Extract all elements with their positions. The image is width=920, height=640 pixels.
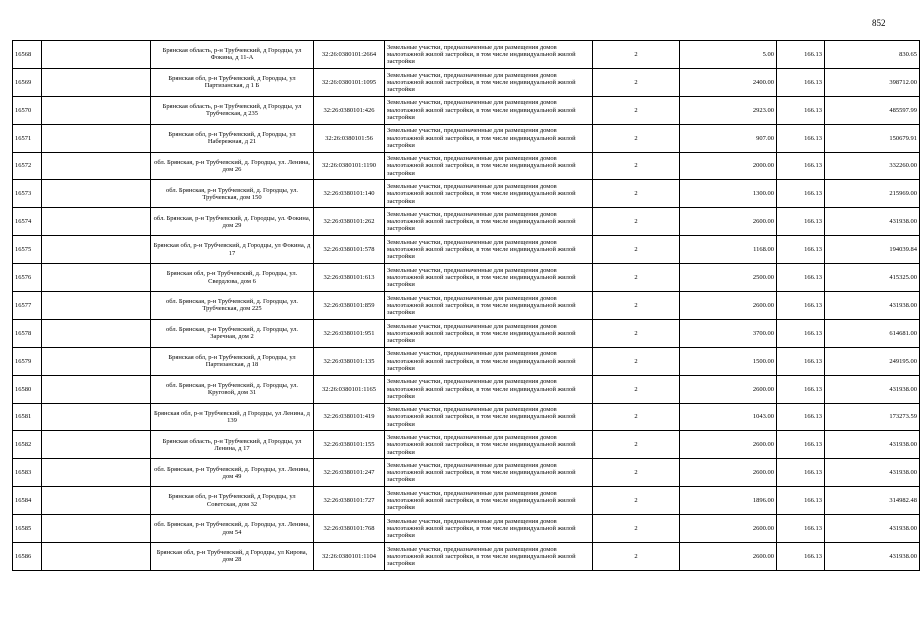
address-cell: Брянская обл, р-н Трубчевский, д Городцы, ул Набережная, д 21 <box>151 124 314 152</box>
address-cell: Брянская обл, р-н Трубчевский, д Городцы, ул Партизанская, д 18 <box>151 347 314 375</box>
permitted-use-cell: Земельные участки, предназначенные для размещения домов малоэтажной жилой застройки, в том числе индивидуальной жилой застройки <box>385 515 593 543</box>
cadastral-number-cell: 32:26:0380101:1104 <box>314 543 385 571</box>
cadastral-number-cell: 32:26:0380101:2664 <box>314 41 385 69</box>
category-cell: 2 <box>593 124 680 152</box>
address-cell: обл. Брянская, р-н Трубчевский, д. Городцы, ул. Фокина, дом 29 <box>151 208 314 236</box>
table-row <box>13 292 920 320</box>
blank-cell <box>42 319 151 347</box>
area-cell: 5.00 <box>680 41 777 69</box>
cadastral-number-cell: 32:26:0380101:1190 <box>314 152 385 180</box>
specific-value-cell: 166.13 <box>777 264 825 292</box>
permitted-use-cell: Земельные участки, предназначенные для размещения домов малоэтажной жилой застройки, в том числе индивидуальной жилой застройки <box>385 319 593 347</box>
address-cell: обл. Брянская, р-н Трубчевский, д. Городцы, ул. Круговой, дом 31 <box>151 375 314 403</box>
address-cell: Брянская обл, р-н Трубчевский, д Городцы, ул Ленина, д 139 <box>151 403 314 431</box>
cadastral-number-cell: 32:26:0380101:140 <box>314 180 385 208</box>
area-cell: 907.00 <box>680 124 777 152</box>
blank-cell <box>42 41 151 69</box>
category-cell: 2 <box>593 96 680 124</box>
blank-cell <box>42 375 151 403</box>
cadastral-value-cell: 431938.00 <box>825 431 920 459</box>
specific-value-cell: 166.13 <box>777 208 825 236</box>
area-cell: 2600.00 <box>680 431 777 459</box>
address-cell: Брянская обл, р-н Трубчевский, д Городцы, ул Советская, дом 32 <box>151 487 314 515</box>
table-row <box>13 68 920 96</box>
specific-value-cell: 166.13 <box>777 459 825 487</box>
category-cell: 2 <box>593 403 680 431</box>
cadastral-value-cell: 431938.00 <box>825 208 920 236</box>
table-row <box>13 515 920 543</box>
permitted-use-cell: Земельные участки, предназначенные для размещения домов малоэтажной жилой застройки, в том числе индивидуальной жилой застройки <box>385 152 593 180</box>
specific-value-cell: 166.13 <box>777 124 825 152</box>
address-cell: Брянская область, р-н Трубчевский, д Городцы, ул Ленина, д 17 <box>151 431 314 459</box>
address-cell: Брянская область, р-н Трубчевский, д Городцы, ул Трубчевская, д 235 <box>151 96 314 124</box>
cadastral-value-cell: 415325.00 <box>825 264 920 292</box>
permitted-use-cell: Земельные участки, предназначенные для размещения домов малоэтажной жилой застройки, в том числе индивидуальной жилой застройки <box>385 403 593 431</box>
row-number-cell: 16579 <box>13 347 42 375</box>
row-number-cell: 16571 <box>13 124 42 152</box>
specific-value-cell: 166.13 <box>777 543 825 571</box>
row-number-cell: 16584 <box>13 487 42 515</box>
address-cell: Брянская обл, р-н Трубчевский, д Городцы, ул Кирова, дом 28 <box>151 543 314 571</box>
area-cell: 1500.00 <box>680 347 777 375</box>
cadastral-number-cell: 32:26:0380101:727 <box>314 487 385 515</box>
area-cell: 2000.00 <box>680 152 777 180</box>
blank-cell <box>42 292 151 320</box>
cadastral-value-cell: 830.65 <box>825 41 920 69</box>
category-cell: 2 <box>593 208 680 236</box>
table-row <box>13 487 920 515</box>
cadastral-number-cell: 32:26:0380101:1165 <box>314 375 385 403</box>
area-cell: 1168.00 <box>680 236 777 264</box>
table-row <box>13 431 920 459</box>
permitted-use-cell: Земельные участки, предназначенные для размещения домов малоэтажной жилой застройки, в том числе индивидуальной жилой застройки <box>385 431 593 459</box>
permitted-use-cell: Земельные участки, предназначенные для размещения домов малоэтажной жилой застройки, в том числе индивидуальной жилой застройки <box>385 264 593 292</box>
cadastral-number-cell: 32:26:0380101:426 <box>314 96 385 124</box>
cadastral-number-cell: 32:26:0380101:135 <box>314 347 385 375</box>
table-row <box>13 41 920 69</box>
cadastral-value-cell: 431938.00 <box>825 459 920 487</box>
permitted-use-cell: Земельные участки, предназначенные для размещения домов малоэтажной жилой застройки, в том числе индивидуальной жилой застройки <box>385 236 593 264</box>
category-cell: 2 <box>593 459 680 487</box>
cadastral-value-cell: 194039.84 <box>825 236 920 264</box>
row-number-cell: 16574 <box>13 208 42 236</box>
area-cell: 2400.00 <box>680 68 777 96</box>
table-row <box>13 236 920 264</box>
address-cell: обл. Брянская, р-н Трубчевский, д. Городцы, ул. Ленина, дом 49 <box>151 459 314 487</box>
row-number-cell: 16573 <box>13 180 42 208</box>
category-cell: 2 <box>593 292 680 320</box>
table-row <box>13 96 920 124</box>
cadastral-value-cell: 431938.00 <box>825 543 920 571</box>
cadastral-number-cell: 32:26:0380101:247 <box>314 459 385 487</box>
cadastral-value-cell: 314982.48 <box>825 487 920 515</box>
blank-cell <box>42 180 151 208</box>
permitted-use-cell: Земельные участки, предназначенные для размещения домов малоэтажной жилой застройки, в том числе индивидуальной жилой застройки <box>385 68 593 96</box>
category-cell: 2 <box>593 41 680 69</box>
row-number-cell: 16575 <box>13 236 42 264</box>
specific-value-cell: 166.13 <box>777 292 825 320</box>
permitted-use-cell: Земельные участки, предназначенные для размещения домов малоэтажной жилой застройки, в том числе индивидуальной жилой застройки <box>385 375 593 403</box>
category-cell: 2 <box>593 68 680 96</box>
area-cell: 3700.00 <box>680 319 777 347</box>
cadastral-value-cell: 431938.00 <box>825 292 920 320</box>
row-number-cell: 16576 <box>13 264 42 292</box>
address-cell: Брянская обл, р-н Трубчевский, д. Городцы, ул. Свердлова, дом 6 <box>151 264 314 292</box>
cadastral-number-cell: 32:26:0380101:419 <box>314 403 385 431</box>
table-row <box>13 319 920 347</box>
table-row <box>13 375 920 403</box>
row-number-cell: 16581 <box>13 403 42 431</box>
permitted-use-cell: Земельные участки, предназначенные для размещения домов малоэтажной жилой застройки, в том числе индивидуальной жилой застройки <box>385 208 593 236</box>
area-cell: 2600.00 <box>680 459 777 487</box>
table-row <box>13 543 920 571</box>
category-cell: 2 <box>593 347 680 375</box>
cadastral-number-cell: 32:26:0380101:613 <box>314 264 385 292</box>
table-body <box>13 41 920 571</box>
row-number-cell: 16577 <box>13 292 42 320</box>
row-number-cell: 16580 <box>13 375 42 403</box>
table-row <box>13 264 920 292</box>
blank-cell <box>42 96 151 124</box>
blank-cell <box>42 403 151 431</box>
row-number-cell: 16569 <box>13 68 42 96</box>
blank-cell <box>42 208 151 236</box>
blank-cell <box>42 68 151 96</box>
area-cell: 1896.00 <box>680 487 777 515</box>
cadastral-value-cell: 249195.00 <box>825 347 920 375</box>
specific-value-cell: 166.13 <box>777 68 825 96</box>
table-row <box>13 180 920 208</box>
area-cell: 1300.00 <box>680 180 777 208</box>
blank-cell <box>42 487 151 515</box>
row-number-cell: 16583 <box>13 459 42 487</box>
cadastral-value-cell: 215969.00 <box>825 180 920 208</box>
specific-value-cell: 166.13 <box>777 487 825 515</box>
permitted-use-cell: Земельные участки, предназначенные для размещения домов малоэтажной жилой застройки, в том числе индивидуальной жилой застройки <box>385 459 593 487</box>
cadastral-number-cell: 32:26:0380101:1095 <box>314 68 385 96</box>
land-registry-table <box>12 40 920 571</box>
table-row <box>13 152 920 180</box>
specific-value-cell: 166.13 <box>777 41 825 69</box>
category-cell: 2 <box>593 431 680 459</box>
permitted-use-cell: Земельные участки, предназначенные для размещения домов малоэтажной жилой застройки, в том числе индивидуальной жилой застройки <box>385 292 593 320</box>
category-cell: 2 <box>593 515 680 543</box>
category-cell: 2 <box>593 152 680 180</box>
blank-cell <box>42 347 151 375</box>
specific-value-cell: 166.13 <box>777 319 825 347</box>
category-cell: 2 <box>593 180 680 208</box>
category-cell: 2 <box>593 319 680 347</box>
table-row <box>13 347 920 375</box>
category-cell: 2 <box>593 264 680 292</box>
specific-value-cell: 166.13 <box>777 152 825 180</box>
row-number-cell: 16585 <box>13 515 42 543</box>
page-number: 852 <box>872 18 886 28</box>
cadastral-number-cell: 32:26:0380101:768 <box>314 515 385 543</box>
specific-value-cell: 166.13 <box>777 403 825 431</box>
blank-cell <box>42 152 151 180</box>
table-row <box>13 208 920 236</box>
permitted-use-cell: Земельные участки, предназначенные для размещения домов малоэтажной жилой застройки, в том числе индивидуальной жилой застройки <box>385 487 593 515</box>
table-row <box>13 403 920 431</box>
address-cell: обл. Брянская, р-н Трубчевский, д. Городцы, ул. Трубчевская, дом 225 <box>151 292 314 320</box>
address-cell: обл. Брянская, р-н Трубчевский, д. Городцы, ул. Ленина, дом 26 <box>151 152 314 180</box>
address-cell: обл. Брянская, р-н Трубчевский, д. Городцы, ул. Заречная, дом 2 <box>151 319 314 347</box>
area-cell: 2600.00 <box>680 543 777 571</box>
cadastral-number-cell: 32:26:0380101:859 <box>314 292 385 320</box>
category-cell: 2 <box>593 487 680 515</box>
address-cell: обл. Брянская, р-н Трубчевский, д. Городцы, ул. Ленина, дом 54 <box>151 515 314 543</box>
specific-value-cell: 166.13 <box>777 236 825 264</box>
row-number-cell: 16570 <box>13 96 42 124</box>
cadastral-value-cell: 485597.99 <box>825 96 920 124</box>
permitted-use-cell: Земельные участки, предназначенные для размещения домов малоэтажной жилой застройки, в том числе индивидуальной жилой застройки <box>385 347 593 375</box>
area-cell: 2600.00 <box>680 515 777 543</box>
table-row <box>13 459 920 487</box>
address-cell: Брянская обл, р-н Трубчевский, д Городцы, ул Партизанская, д 1 Б <box>151 68 314 96</box>
cadastral-value-cell: 398712.00 <box>825 68 920 96</box>
blank-cell <box>42 236 151 264</box>
table-row <box>13 124 920 152</box>
area-cell: 2923.00 <box>680 96 777 124</box>
permitted-use-cell: Земельные участки, предназначенные для размещения домов малоэтажной жилой застройки, в том числе индивидуальной жилой застройки <box>385 124 593 152</box>
cadastral-value-cell: 332260.00 <box>825 152 920 180</box>
row-number-cell: 16568 <box>13 41 42 69</box>
specific-value-cell: 166.13 <box>777 347 825 375</box>
row-number-cell: 16586 <box>13 543 42 571</box>
permitted-use-cell: Земельные участки, предназначенные для размещения домов малоэтажной жилой застройки, в том числе индивидуальной жилой застройки <box>385 96 593 124</box>
category-cell: 2 <box>593 543 680 571</box>
blank-cell <box>42 431 151 459</box>
cadastral-number-cell: 32:26:0380101:262 <box>314 208 385 236</box>
blank-cell <box>42 264 151 292</box>
cadastral-value-cell: 431938.00 <box>825 515 920 543</box>
address-cell: Брянская область, р-н Трубчевский, д Городцы, ул Фокина, д 11-А <box>151 41 314 69</box>
specific-value-cell: 166.13 <box>777 515 825 543</box>
permitted-use-cell: Земельные участки, предназначенные для размещения домов малоэтажной жилой застройки, в том числе индивидуальной жилой застройки <box>385 180 593 208</box>
cadastral-value-cell: 150679.91 <box>825 124 920 152</box>
category-cell: 2 <box>593 236 680 264</box>
specific-value-cell: 166.13 <box>777 96 825 124</box>
row-number-cell: 16572 <box>13 152 42 180</box>
area-cell: 2600.00 <box>680 292 777 320</box>
cadastral-number-cell: 32:26:0380101:951 <box>314 319 385 347</box>
blank-cell <box>42 543 151 571</box>
area-cell: 2600.00 <box>680 208 777 236</box>
cadastral-value-cell: 173273.59 <box>825 403 920 431</box>
cadastral-number-cell: 32:26:0380101:56 <box>314 124 385 152</box>
specific-value-cell: 166.13 <box>777 431 825 459</box>
permitted-use-cell: Земельные участки, предназначенные для размещения домов малоэтажной жилой застройки, в том числе индивидуальной жилой застройки <box>385 543 593 571</box>
cadastral-number-cell: 32:26:0380101:578 <box>314 236 385 264</box>
blank-cell <box>42 515 151 543</box>
cadastral-value-cell: 431938.00 <box>825 375 920 403</box>
specific-value-cell: 166.13 <box>777 375 825 403</box>
permitted-use-cell: Земельные участки, предназначенные для размещения домов малоэтажной жилой застройки, в том числе индивидуальной жилой застройки <box>385 41 593 69</box>
blank-cell <box>42 459 151 487</box>
category-cell: 2 <box>593 375 680 403</box>
row-number-cell: 16578 <box>13 319 42 347</box>
area-cell: 2600.00 <box>680 375 777 403</box>
address-cell: обл. Брянская, р-н Трубчевский, д. Городцы, ул. Трубчевская, дом 150 <box>151 180 314 208</box>
area-cell: 2500.00 <box>680 264 777 292</box>
specific-value-cell: 166.13 <box>777 180 825 208</box>
cadastral-value-cell: 614681.00 <box>825 319 920 347</box>
area-cell: 1043.00 <box>680 403 777 431</box>
cadastral-number-cell: 32:26:0380101:155 <box>314 431 385 459</box>
row-number-cell: 16582 <box>13 431 42 459</box>
address-cell: Брянская обл, р-н Трубчевский, д Городцы, ул Фокина, д 17 <box>151 236 314 264</box>
blank-cell <box>42 124 151 152</box>
